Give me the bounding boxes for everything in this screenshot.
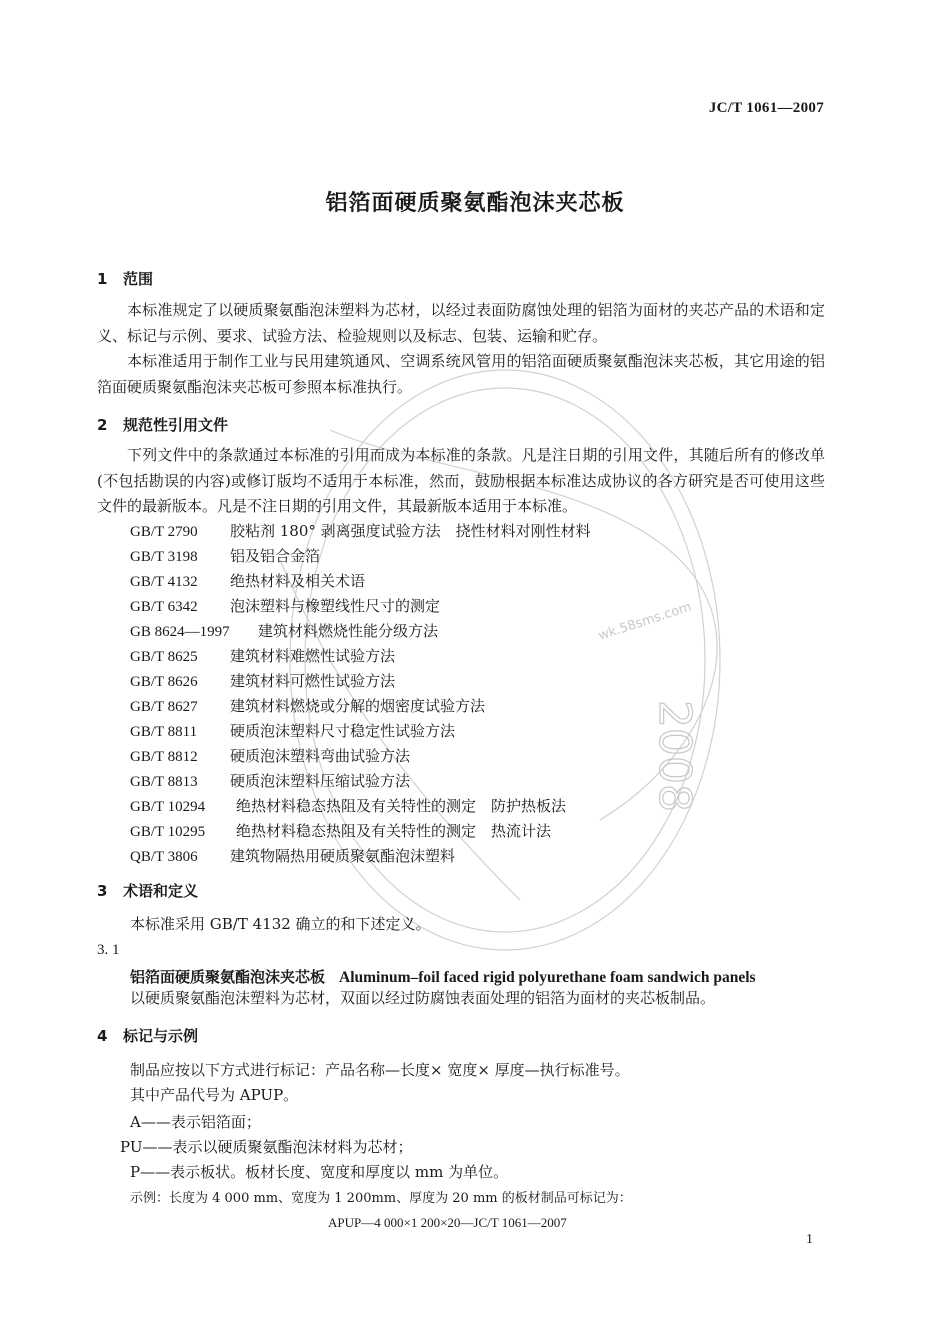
section-heading-marking bbox=[97, 1025, 198, 1046]
reference-code: GB/T 6342 bbox=[130, 599, 198, 615]
reference-title: 硬质泡沫塑料尺寸稳定性试验方法 bbox=[230, 722, 456, 740]
term-number: 3. 1 bbox=[97, 942, 120, 958]
reference-title: 建筑材料可燃性试验方法 bbox=[230, 672, 396, 690]
reference-code: GB/T 3198 bbox=[130, 549, 198, 565]
page-number: 1 bbox=[806, 1232, 813, 1247]
document-title: 铝箔面硬质聚氨酯泡沫夹芯板 bbox=[325, 191, 625, 216]
reference-code: QB/T 3806 bbox=[130, 849, 198, 865]
reference-code: GB/T 2790 bbox=[130, 524, 198, 540]
reference-item bbox=[130, 744, 591, 769]
scope-paragraph-1: 本标准规定了以硬质聚氨酯泡沫塑料为芯材，以经过表面防腐蚀处理的铝箔为面材的夹芯产品的术语和定义、标记与示例、要求、试验方法、检验规则以及标志、包装、运输和贮存。 bbox=[97, 301, 825, 345]
reference-code: GB/T 8812 bbox=[130, 749, 198, 765]
reference-title: 硬质泡沫塑料压缩试验方法 bbox=[230, 772, 411, 790]
term-english: Aluminum–foil faced rigid polyurethane foam sandwich panels bbox=[339, 969, 756, 986]
reference-item bbox=[130, 669, 591, 694]
section-number: 1 bbox=[97, 270, 108, 288]
section-title: 标记与示例 bbox=[123, 1027, 199, 1045]
code-meaning-p: P——表示板状。板材长度、宽度和厚度以 mm 为单位。 bbox=[130, 1163, 509, 1181]
section-heading-normative bbox=[97, 414, 228, 435]
reference-item bbox=[130, 819, 591, 844]
reference-item bbox=[130, 544, 591, 569]
term-definition: 以硬质聚氨酯泡沫塑料为芯材，双面以经过防腐蚀表面处理的铝箔为面材的夹芯板制品。 bbox=[130, 989, 716, 1007]
section-number: 3 bbox=[97, 882, 108, 900]
term-chinese: 铝箔面硬质聚氨酯泡沫夹芯板 bbox=[130, 968, 326, 986]
standard-code: JC/T 1061—2007 bbox=[708, 100, 824, 116]
reference-title: 胶粘剂 180° 剥离强度试验方法 挠性材料对刚性材料 bbox=[230, 522, 591, 540]
watermark-year: 2008 bbox=[649, 700, 700, 812]
product-code-line: 其中产品代号为 APUP。 bbox=[130, 1086, 299, 1104]
reference-item bbox=[130, 644, 591, 669]
section-heading-terms bbox=[97, 880, 198, 901]
normative-intro-paragraph: 下列文件中的条款通过本标准的引用而成为本标准的条款。凡是注日期的引用文件，其随后所有的修改单(不包括勘误的内容)或修订版均不适用于本标准，然而，鼓励根据本标准达成协议的各方研究是否可使用这些文件的最新版本。凡是不注日期的引用文件，其最新版本适用于本标准。 bbox=[97, 446, 825, 515]
section-title: 术语和定义 bbox=[123, 882, 199, 900]
watermark-text: wk.58sms.com bbox=[596, 599, 694, 644]
reference-item bbox=[130, 844, 591, 869]
section-title: 规范性引用文件 bbox=[123, 416, 229, 434]
reference-item bbox=[130, 619, 591, 644]
term-heading bbox=[130, 966, 756, 987]
reference-code: GB/T 10294 bbox=[130, 799, 206, 815]
scope-paragraph-2: 本标准适用于制作工业与民用建筑通风、空调系统风管用的铝箔面硬质聚氨酯泡沫夹芯板，其它用途的铝箔面硬质聚氨酯泡沫夹芯板可参照本标准执行。 bbox=[97, 352, 825, 396]
code-meaning-pu: PU——表示以硬质聚氨酯泡沫材料为芯材； bbox=[120, 1138, 413, 1156]
section-number: 2 bbox=[97, 416, 108, 434]
code-meaning-a: A——表示铝箔面； bbox=[130, 1113, 261, 1131]
section-heading-scope bbox=[97, 268, 153, 289]
reference-code: GB/T 8627 bbox=[130, 699, 198, 715]
reference-code: GB/T 8813 bbox=[130, 774, 198, 790]
reference-item bbox=[130, 694, 591, 719]
reference-code: GB/T 4132 bbox=[130, 574, 198, 590]
reference-item bbox=[130, 719, 591, 744]
reference-title: 硬质泡沫塑料弯曲试验方法 bbox=[230, 747, 411, 765]
reference-code: GB 8624—1997 bbox=[130, 624, 230, 640]
marking-example: 示例：长度为 4 000 mm、宽度为 1 200mm、厚度为 20 mm 的板材制品可标记为： bbox=[130, 1191, 632, 1206]
reference-title: 绝热材料稳态热阻及有关特性的测定 热流计法 bbox=[236, 822, 552, 840]
reference-title: 绝热材料及相关术语 bbox=[230, 572, 366, 590]
reference-item bbox=[130, 594, 591, 619]
reference-title: 建筑材料难燃性试验方法 bbox=[230, 647, 396, 665]
marking-example-code: APUP—4 000×1 200×20—JC/T 1061—2007 bbox=[328, 1215, 567, 1230]
reference-title: 绝热材料稳态热阻及有关特性的测定 防护热板法 bbox=[236, 797, 567, 815]
reference-title: 建筑物隔热用硬质聚氨酯泡沫塑料 bbox=[230, 847, 456, 865]
reference-item bbox=[130, 794, 591, 819]
section-title: 范围 bbox=[123, 270, 154, 288]
reference-code: GB/T 8811 bbox=[130, 724, 198, 740]
reference-list bbox=[130, 519, 591, 869]
reference-title: 建筑材料燃烧或分解的烟密度试验方法 bbox=[230, 697, 486, 715]
reference-title: 建筑材料燃烧性能分级方法 bbox=[258, 622, 439, 640]
marking-rule: 制品应按以下方式进行标记：产品名称—长度× 宽度× 厚度—执行标准号。 bbox=[130, 1061, 630, 1079]
reference-code: GB/T 8626 bbox=[130, 674, 198, 690]
reference-title: 泡沫塑料与橡塑线性尺寸的测定 bbox=[230, 597, 441, 615]
section-number: 4 bbox=[97, 1027, 108, 1045]
reference-code: GB/T 10295 bbox=[130, 824, 206, 840]
reference-code: GB/T 8625 bbox=[130, 649, 198, 665]
reference-item bbox=[130, 769, 591, 794]
reference-item bbox=[130, 569, 591, 594]
terms-intro: 本标准采用 GB/T 4132 确立的和下述定义。 bbox=[130, 915, 431, 933]
reference-title: 铝及铝合金箔 bbox=[230, 547, 321, 565]
reference-item bbox=[130, 519, 591, 544]
